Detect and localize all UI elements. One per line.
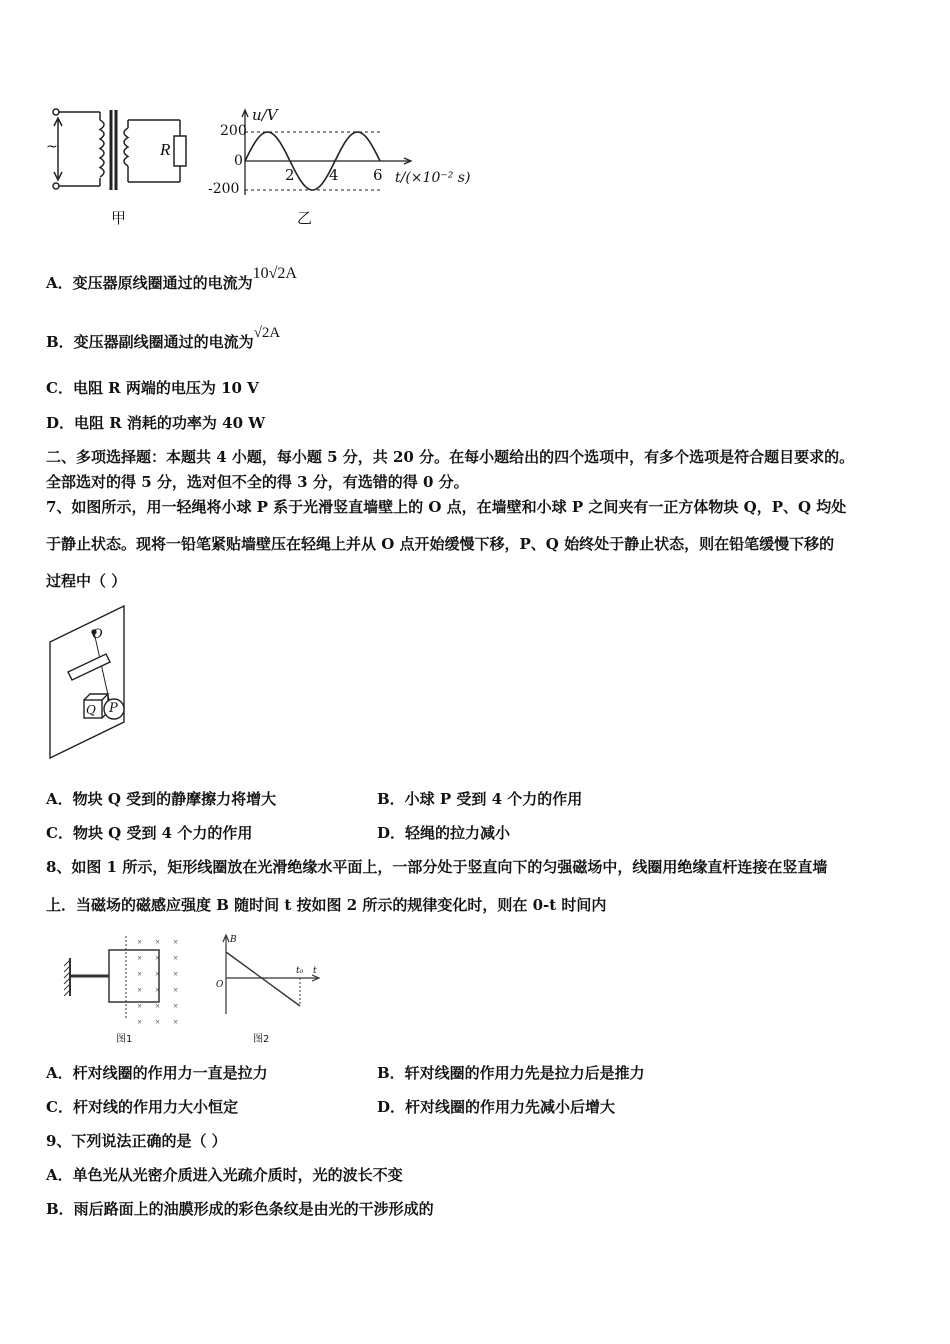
y-tick-minus-200: -200 xyxy=(208,181,240,197)
q8-option-d: D．杆对线圈的作用力先减小后增大 xyxy=(377,1098,616,1116)
q8-option-b: B．轩对线圈的作用力先是拉力后是推力 xyxy=(377,1064,645,1082)
q7-stem-line2: 于静止状态。现将一铅笔紧贴墙壁压在轻绳上并从 O 点开始缓慢下移，P、Q 始终处于静止状态，则在铅笔缓慢下移的 xyxy=(46,535,835,553)
wall-ball-block-diagram xyxy=(44,602,134,764)
field-cross-mark: × xyxy=(173,937,179,947)
q9-stem: 9、下列说法正确的是（ ） xyxy=(46,1132,227,1150)
q7-option-b: B．小球 P 受到 4 个力的作用 xyxy=(377,790,583,808)
coil-magnetic-field-diagram xyxy=(60,930,190,1030)
q6-option-a xyxy=(46,265,297,294)
y-tick-0: 0 xyxy=(234,153,243,169)
section2-heading-line2: 全部选对的得 5 分，选对但不全的得 3 分，有选错的得 0 分。 xyxy=(46,473,469,491)
field-cross-mark: × xyxy=(137,1017,143,1027)
q6-option-d: D．电阻 R 消耗的功率为 40 W xyxy=(46,414,266,432)
q6-option-a-math: 10√2A xyxy=(252,265,297,282)
q8-stem-line2: 上．当磁场的磁感应强度 B 随时间 t 按如图 2 所示的规律变化时，则在 0-t 时间内 xyxy=(46,896,607,914)
field-cross-mark: × xyxy=(173,953,179,963)
figure-label-jia: 甲 xyxy=(111,209,127,227)
field-cross-mark: × xyxy=(173,1017,179,1027)
q7-fig-p-label: P xyxy=(109,701,118,716)
field-cross-mark: × xyxy=(137,1001,143,1011)
q8-option-c: C．杆对线的作用力大小恒定 xyxy=(46,1098,238,1116)
section2-heading-line1: 二、多项选择题：本题共 4 小题，每小题 5 分，共 20 分。在每小题给出的四个选项中，有多个选项是符合题目要求的。 xyxy=(46,448,855,466)
field-cross-mark: × xyxy=(155,1017,161,1027)
field-cross-mark: × xyxy=(137,937,143,947)
fig2-o-label: O xyxy=(216,980,224,990)
figure-label-yi: 乙 xyxy=(297,209,313,227)
field-cross-mark: × xyxy=(155,1001,161,1011)
q8-stem-line1: 8、如图 1 所示，矩形线圈放在光滑绝缘水平面上，一部分处于竖直向下的匀强磁场中，线圈用绝缘直杆连接在竖直墙 xyxy=(46,858,828,876)
q6-option-c: C．电阻 R 两端的电压为 10 V xyxy=(46,379,259,397)
q9-option-b: B．雨后路面上的油膜形成的彩色条纹是由光的干涉形成的 xyxy=(46,1200,434,1218)
field-cross-mark: × xyxy=(173,985,179,995)
transformer-circuit-diagram xyxy=(40,100,200,200)
fig2-b-label: B xyxy=(230,935,237,945)
q7-stem-line1: 7、如图所示，用一轻绳将小球 P 系于光滑竖直墙壁上的 O 点，在墙壁和小球 P 之间夹有一正方体物块 Q，P、Q 均处 xyxy=(46,498,847,516)
q7-fig-o-label: O xyxy=(92,627,103,642)
field-cross-mark: × xyxy=(155,969,161,979)
q7-option-d: D．轻绳的拉力减小 xyxy=(377,824,511,842)
q8-option-a: A．杆对线圈的作用力一直是拉力 xyxy=(46,1064,268,1082)
y-axis-label: u/V xyxy=(252,106,278,124)
field-cross-mark: × xyxy=(155,953,161,963)
field-cross-mark: × xyxy=(155,937,161,947)
field-cross-mark: × xyxy=(173,969,179,979)
q7-option-a: A．物块 Q 受到的静摩擦力将增大 xyxy=(46,790,277,808)
q7-stem-line3: 过程中（ ） xyxy=(46,572,127,590)
q6-option-b-text: B．变压器副线圈通过的电流为 xyxy=(46,333,254,351)
figure1-label: 图1 xyxy=(116,1034,133,1045)
field-cross-mark: × xyxy=(137,985,143,995)
x-tick-6: 6 xyxy=(373,166,383,184)
q7-fig-q-label: Q xyxy=(86,703,96,717)
q7-option-c: C．物块 Q 受到 4 个力的作用 xyxy=(46,824,253,842)
q6-option-b xyxy=(46,325,281,353)
y-tick-200: 200 xyxy=(220,123,247,139)
q6-option-a-text: A．变压器原线圈通过的电流为 xyxy=(46,274,253,292)
fig2-t-label: t xyxy=(313,966,317,976)
x-tick-2: 2 xyxy=(285,166,295,184)
resistor-label: R xyxy=(160,140,171,159)
q6-option-b-math: √2A xyxy=(253,325,281,341)
field-cross-mark: × xyxy=(137,969,143,979)
ac-source-symbol: ~ xyxy=(46,139,58,155)
field-cross-mark: × xyxy=(173,1001,179,1011)
field-cross-mark: × xyxy=(155,985,161,995)
voltage-sine-graph xyxy=(205,105,475,205)
x-axis-label: t/(×10⁻² s) xyxy=(395,170,471,186)
field-cross-mark: × xyxy=(137,953,143,963)
fig2-t0-label: t₀ xyxy=(296,966,304,976)
q9-option-a: A．单色光从光密介质进入光疏介质时，光的波长不变 xyxy=(46,1166,403,1184)
x-tick-4: 4 xyxy=(329,166,339,184)
figure2-label: 图2 xyxy=(253,1034,270,1045)
